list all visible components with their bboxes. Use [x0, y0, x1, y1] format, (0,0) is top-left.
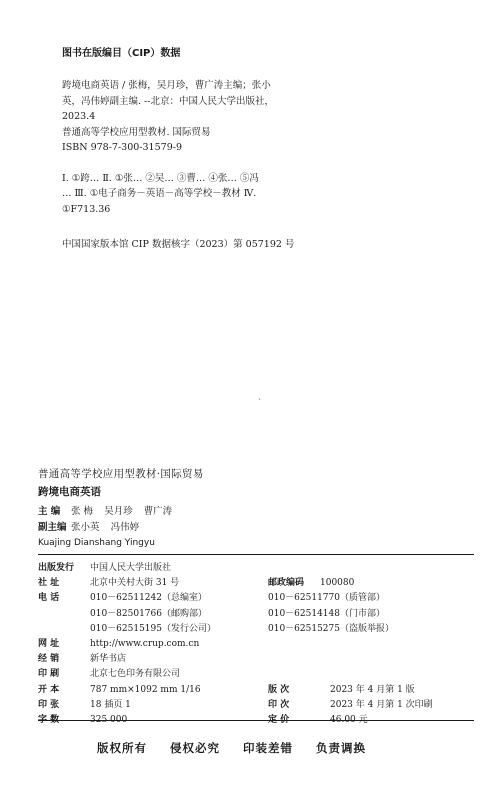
- publication-label: 开 本: [38, 684, 60, 695]
- publication-label: 版 次: [268, 684, 290, 695]
- book-title: 跨境电商英语: [38, 486, 101, 498]
- assoc-editors-row: [38, 519, 147, 533]
- publication-value: http://www.crup.com.cn: [90, 639, 200, 649]
- editor-name: 曹广涛: [143, 506, 173, 517]
- copyright-phrase: 版权所有: [97, 741, 147, 755]
- assoc-editor-name: 张小英: [71, 522, 100, 533]
- publication-label: 电 话: [38, 593, 60, 604]
- pinyin-title: Kuajing Dianshang Yingyu: [38, 538, 155, 548]
- publication-value: 2023 年 4 月第 1 版: [330, 684, 415, 695]
- publication-row: [268, 590, 385, 603]
- publication-row: [38, 636, 199, 649]
- publication-row: [38, 621, 216, 634]
- publication-row: [38, 666, 180, 679]
- cip-line: 普通高等学校应用型教材. 国际贸易: [62, 126, 211, 138]
- publication-row: [268, 712, 368, 725]
- editor-name: 吴月珍: [104, 506, 133, 517]
- publication-value: 北京中关村大街 31 号: [90, 578, 180, 589]
- cip-record: [62, 78, 442, 217]
- publication-value: 010－62515275（盗版举报）: [268, 623, 394, 634]
- copyright-phrase: 印装差错: [243, 741, 294, 755]
- editor-name: 张 梅: [71, 506, 94, 517]
- publication-value: 325 000: [90, 715, 128, 725]
- publication-row: [38, 606, 207, 619]
- publication-value: 46.00 元: [330, 715, 368, 725]
- cip-line: 跨境电商英语 / 张梅，吴月珍，曹广涛主编；张小: [62, 80, 271, 91]
- publication-label: 字 数: [38, 715, 60, 725]
- publication-row: [38, 560, 171, 573]
- publication-value: 787 mm×1092 mm 1/16: [90, 684, 201, 695]
- publication-value: 2023 年 4 月第 1 次印刷: [330, 699, 433, 710]
- publication-label: 印 张: [38, 699, 60, 710]
- publication-label: 定 价: [268, 715, 290, 725]
- cip-line: 2023.4: [62, 111, 96, 122]
- divider: [38, 554, 474, 555]
- publication-row: [268, 697, 433, 710]
- publication-value: 010－62511770（质管部）: [268, 593, 385, 604]
- publication-value: 北京七色印务有限公司: [90, 669, 181, 680]
- publication-value: 中国人民大学出版社: [90, 563, 172, 573]
- publication-row: [38, 651, 126, 664]
- copyright-phrase: 侵权必究: [170, 741, 221, 755]
- publication-row: [38, 590, 207, 603]
- publication-value: 18 插页 1: [90, 699, 131, 710]
- publication-label: 出版发行: [38, 563, 75, 573]
- publication-label: 社 址: [38, 578, 60, 589]
- publication-value: 010－62515195（发行公司）: [90, 623, 216, 634]
- copyright-phrase: 负责调换: [316, 741, 367, 755]
- publication-value: 010－82501766（邮购部）: [90, 608, 207, 619]
- publication-row: [38, 712, 127, 725]
- cip-classification-line: Ⅰ. ①跨… Ⅱ. ①张… ②吴… ③曹… ④张… ⑤冯: [62, 172, 259, 184]
- publication-label: 邮政编码: [268, 578, 305, 589]
- publication-row: [268, 606, 385, 619]
- cip-verification: 中国国家版本馆 CIP 数据核字（2023）第 057192 号: [62, 239, 295, 250]
- publication-label: 印 刷: [38, 669, 60, 680]
- divider: [38, 720, 474, 721]
- publication-value: 010－62511242（总编室）: [90, 593, 207, 604]
- copyright-notice: [97, 740, 384, 756]
- publication-value: 010－62514148（门市部）: [268, 608, 385, 619]
- cip-classification-line: ①F713.36: [62, 203, 111, 215]
- publication-row: [268, 682, 415, 695]
- cip-classification-line: … Ⅲ. ①电子商务－英语－高等学校－教材 Ⅳ.: [62, 188, 257, 199]
- publication-row: [38, 575, 179, 588]
- publication-label: 网 址: [38, 639, 60, 649]
- cip-heading: 图书在版编目（CIP）数据: [62, 48, 181, 59]
- editors-row: [38, 503, 180, 517]
- assoc-editors-label: 副主编: [38, 522, 67, 533]
- publication-row: [268, 621, 394, 634]
- publication-label: 印 次: [268, 699, 290, 710]
- stray-mark: `: [258, 398, 262, 407]
- publication-row: [38, 682, 201, 695]
- publication-value: 新华书店: [90, 654, 127, 665]
- assoc-editor-name: 冯伟婷: [110, 522, 140, 533]
- publication-value: 100080: [320, 578, 355, 589]
- editors-label: 主 编: [38, 506, 61, 517]
- publication-row: [38, 697, 131, 710]
- cip-line: ISBN 978-7-300-31579-9: [62, 142, 182, 153]
- publication-row: [268, 575, 354, 588]
- publication-label: 经 销: [38, 654, 60, 665]
- series-name: 普通高等学校应用型教材·国际贸易: [38, 468, 204, 480]
- cip-line: 英，冯伟婷副主编. --北京：中国人民大学出版社，: [62, 95, 274, 107]
